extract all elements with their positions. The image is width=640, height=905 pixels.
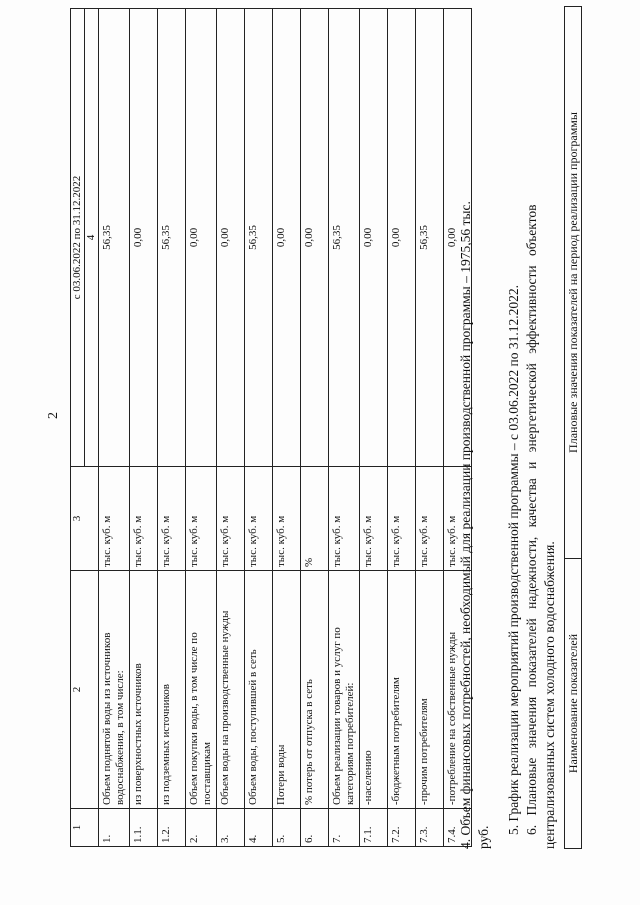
indicator-name: из поверхностных источников xyxy=(130,571,158,809)
unit-of-measure: тыс. куб. м xyxy=(217,467,245,571)
unit-of-measure: тыс. куб. м xyxy=(245,467,273,571)
row-number: 1.1. xyxy=(130,809,158,847)
indicator-name: Объем покупки воды, в том числе по поставщикам xyxy=(186,571,217,809)
planned-value: 0,00 xyxy=(360,9,388,467)
unit-of-measure: % xyxy=(301,467,329,571)
indicator-name: Объем воды, поступившей в сеть xyxy=(245,571,273,809)
planned-value: 56,35 xyxy=(245,9,273,467)
header-col-1: 1 xyxy=(71,809,99,847)
row-number: 6. xyxy=(301,809,329,847)
planned-value: 0,00 xyxy=(273,9,301,467)
header-col-3: 3 xyxy=(71,467,99,571)
planned-value: 56,35 xyxy=(416,9,444,467)
bottom-table-header-row xyxy=(565,7,582,849)
rotated-document-sheet xyxy=(40,7,600,897)
indicator-name: из подземных источников xyxy=(158,571,186,809)
table-row xyxy=(416,9,444,847)
unit-of-measure: тыс. куб. м xyxy=(186,467,217,571)
row-number: 4. xyxy=(245,809,273,847)
row-number: 7.4. xyxy=(444,809,472,847)
row-number: 2. xyxy=(186,809,217,847)
table-row xyxy=(130,9,158,847)
table-row xyxy=(329,9,360,847)
unit-of-measure: тыс. куб. м xyxy=(99,467,130,571)
paragraph-6-line-2: централизованных систем холодного водоснабжения. xyxy=(542,541,557,849)
bottom-header-planned-values: Плановые значения показателей на период реализации программы xyxy=(565,7,582,559)
row-number: 7.3. xyxy=(416,809,444,847)
planned-value: 0,00 xyxy=(388,9,416,467)
indicator-name: Объем воды на производственные нужды xyxy=(217,571,245,809)
unit-of-measure: тыс. куб. м xyxy=(360,467,388,571)
table-row xyxy=(186,9,217,847)
unit-of-measure: тыс. куб. м xyxy=(273,467,301,571)
planned-value: 56,35 xyxy=(329,9,360,467)
unit-of-measure: тыс. куб. м xyxy=(130,467,158,571)
table-row xyxy=(301,9,329,847)
unit-of-measure: тыс. куб. м xyxy=(416,467,444,571)
reliability-indicators-table xyxy=(564,6,582,849)
production-indicators-table xyxy=(70,8,472,847)
planned-value: 0,00 xyxy=(186,9,217,467)
row-number: 1.2. xyxy=(158,809,186,847)
indicator-name: Объем поднятой воды из источников водоснабжения, в том числе: xyxy=(99,571,130,809)
table-row xyxy=(245,9,273,847)
row-number: 7.1. xyxy=(360,809,388,847)
table-row xyxy=(273,9,301,847)
paragraph-4-line-2: руб. xyxy=(476,825,491,849)
table-row xyxy=(158,9,186,847)
table-row xyxy=(388,9,416,847)
unit-of-measure: тыс. куб. м xyxy=(444,467,472,571)
unit-of-measure: тыс. куб. м xyxy=(158,467,186,571)
table-row xyxy=(360,9,388,847)
row-number: 7.2. xyxy=(388,809,416,847)
planned-value: 56,35 xyxy=(158,9,186,467)
table-row xyxy=(217,9,245,847)
planned-value: 0,00 xyxy=(130,9,158,467)
paragraph-4-line-1: 4. Объем финансовых потребностей, необходимый для реализации производственной программы – 1975,56 тыс. xyxy=(458,201,473,849)
indicator-name: Объем реализации товаров и услуг по категориям потребителей: xyxy=(329,571,360,809)
paragraph-5: 5. График реализации мероприятий производственной программы – с 03.06.2022 по 31.12.2022. xyxy=(506,284,521,835)
indicator-name: -потребление на собственные нужды xyxy=(444,571,472,809)
indicator-name: -бюджетным потребителям xyxy=(388,571,416,809)
table-row xyxy=(99,9,130,847)
header-col-4: 4 xyxy=(85,9,99,467)
row-number: 1. xyxy=(99,809,130,847)
planned-value: 0,00 xyxy=(301,9,329,467)
planned-value: 56,35 xyxy=(99,9,130,467)
header-col-2: 2 xyxy=(71,571,99,809)
row-number: 3. xyxy=(217,809,245,847)
row-number: 7. xyxy=(329,809,360,847)
indicator-name: % потерь от отпуска в сеть xyxy=(301,571,329,809)
paragraph-6-line-1: 6. Плановые значения показателей надежности, качества и энергетической эффективности объектов xyxy=(524,204,539,835)
unit-of-measure: тыс. куб. м xyxy=(329,467,360,571)
unit-of-measure: тыс. куб. м xyxy=(388,467,416,571)
header-period: с 03.06.2022 по 31.12.2022 xyxy=(71,9,85,467)
planned-value: 0,00 xyxy=(217,9,245,467)
indicator-name: -населению xyxy=(360,571,388,809)
row-number: 5. xyxy=(273,809,301,847)
indicator-name: -прочим потребителям xyxy=(416,571,444,809)
table-header-row xyxy=(71,9,85,847)
bottom-header-indicator-name: Наименование показателей xyxy=(565,559,582,849)
indicator-name: Потери воды xyxy=(273,571,301,809)
page-number: 2 xyxy=(46,412,61,419)
planned-value: 0,00 xyxy=(444,9,472,467)
